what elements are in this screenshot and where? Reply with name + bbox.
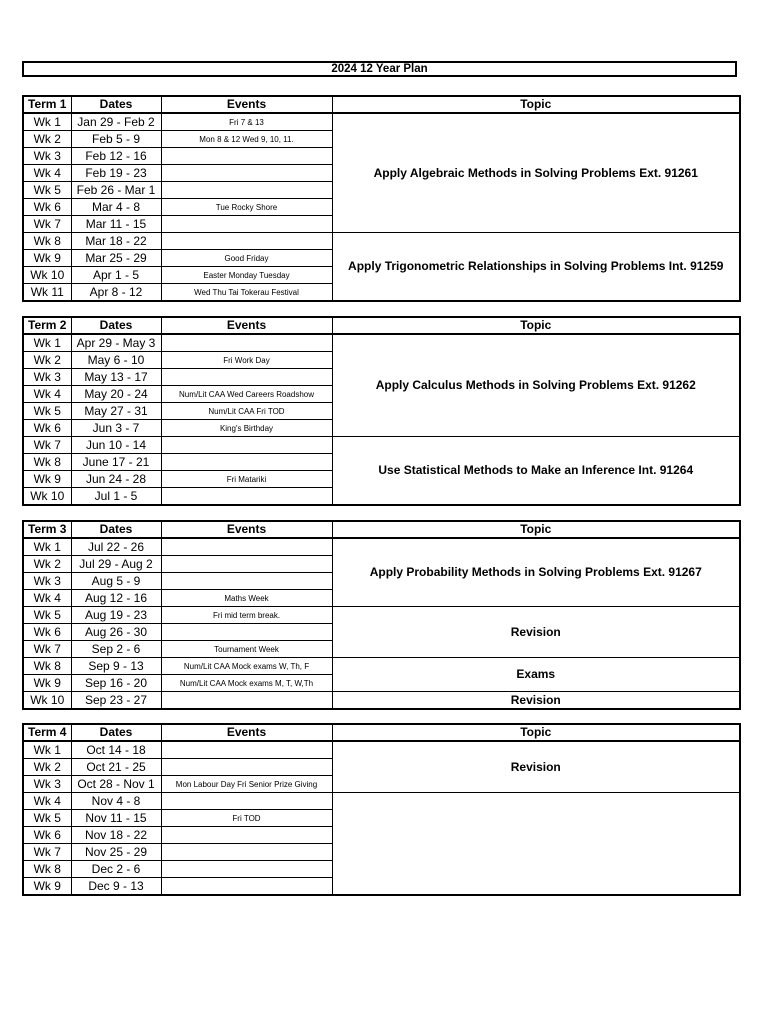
week-cell: Wk 2: [23, 556, 71, 573]
week-cell: Wk 4: [23, 165, 71, 182]
table-row: [23, 741, 740, 759]
dates-cell: Dec 2 - 6: [71, 861, 161, 878]
table-row: [23, 437, 740, 454]
table-row: [23, 334, 740, 352]
topic-cell: Revision: [332, 607, 740, 658]
week-cell: Wk 1: [23, 334, 71, 352]
events-cell: [161, 216, 332, 233]
events-cell: Mon 8 & 12 Wed 9, 10, 11.: [161, 131, 332, 148]
topic-header: Topic: [332, 317, 740, 334]
dates-cell: Sep 16 - 20: [71, 675, 161, 692]
dates-header: Dates: [71, 724, 161, 741]
dates-cell: Mar 4 - 8: [71, 199, 161, 216]
events-cell: Fri mid term break.: [161, 607, 332, 624]
dates-cell: Jun 10 - 14: [71, 437, 161, 454]
events-cell: [161, 759, 332, 776]
week-cell: Wk 5: [23, 607, 71, 624]
events-cell: [161, 793, 332, 810]
dates-cell: Aug 12 - 16: [71, 590, 161, 607]
dates-cell: Jul 29 - Aug 2: [71, 556, 161, 573]
dates-cell: Aug 26 - 30: [71, 624, 161, 641]
events-cell: Fri Work Day: [161, 352, 332, 369]
events-cell: [161, 573, 332, 590]
events-cell: [161, 827, 332, 844]
events-cell: Good Friday: [161, 250, 332, 267]
dates-cell: Apr 8 - 12: [71, 284, 161, 302]
table-row: [23, 658, 740, 675]
events-cell: Num/Lit CAA Mock exams M, T, W,Th: [161, 675, 332, 692]
events-cell: [161, 692, 332, 710]
week-cell: Wk 9: [23, 878, 71, 896]
week-cell: Wk 2: [23, 352, 71, 369]
events-cell: [161, 437, 332, 454]
dates-cell: Apr 29 - May 3: [71, 334, 161, 352]
week-cell: Wk 4: [23, 386, 71, 403]
events-cell: Num/Lit CAA Fri TOD: [161, 403, 332, 420]
events-header: Events: [161, 724, 332, 741]
dates-cell: Jul 1 - 5: [71, 488, 161, 506]
events-cell: Tue Rocky Shore: [161, 199, 332, 216]
topic-header: Topic: [332, 96, 740, 113]
dates-cell: Sep 2 - 6: [71, 641, 161, 658]
week-cell: Wk 7: [23, 641, 71, 658]
topic-cell: [332, 793, 740, 896]
events-cell: King's Birthday: [161, 420, 332, 437]
week-cell: Wk 6: [23, 199, 71, 216]
week-cell: Wk 7: [23, 437, 71, 454]
week-cell: Wk 11: [23, 284, 71, 302]
events-cell: Num/Lit CAA Wed Careers Roadshow: [161, 386, 332, 403]
dates-cell: Jun 24 - 28: [71, 471, 161, 488]
topic-cell: Use Statistical Methods to Make an Inference Int. 91264: [332, 437, 740, 506]
events-cell: [161, 844, 332, 861]
dates-cell: Apr 1 - 5: [71, 267, 161, 284]
dates-cell: Mar 11 - 15: [71, 216, 161, 233]
events-cell: [161, 741, 332, 759]
term-label: Term 2: [23, 317, 71, 334]
table-row: [23, 692, 740, 710]
events-cell: Fri Matariki: [161, 471, 332, 488]
events-cell: Easter Monday Tuesday: [161, 267, 332, 284]
term-label: Term 3: [23, 521, 71, 538]
events-cell: [161, 488, 332, 506]
term-label: Term 1: [23, 96, 71, 113]
dates-cell: Feb 19 - 23: [71, 165, 161, 182]
dates-cell: June 17 - 21: [71, 454, 161, 471]
week-cell: Wk 6: [23, 827, 71, 844]
week-cell: Wk 7: [23, 216, 71, 233]
dates-cell: Sep 23 - 27: [71, 692, 161, 710]
term-label: Term 4: [23, 724, 71, 741]
events-header: Events: [161, 317, 332, 334]
dates-cell: Nov 18 - 22: [71, 827, 161, 844]
week-cell: Wk 5: [23, 810, 71, 827]
topic-cell: Exams: [332, 658, 740, 692]
week-cell: Wk 7: [23, 844, 71, 861]
topic-cell: Revision: [332, 741, 740, 793]
events-cell: [161, 369, 332, 386]
plan-title: 2024 12 Year Plan: [22, 61, 737, 77]
header-row: [23, 317, 740, 334]
table-row: [23, 113, 740, 131]
topic-cell: Apply Calculus Methods in Solving Problems Ext. 91262: [332, 334, 740, 437]
topic-cell: Apply Algebraic Methods in Solving Problems Ext. 91261: [332, 113, 740, 233]
topic-cell: Apply Trigonometric Relationships in Solving Problems Int. 91259: [332, 233, 740, 302]
events-cell: Wed Thu Tai Tokerau Festival: [161, 284, 332, 302]
week-cell: Wk 10: [23, 267, 71, 284]
week-cell: Wk 1: [23, 741, 71, 759]
dates-cell: Aug 19 - 23: [71, 607, 161, 624]
dates-cell: Feb 12 - 16: [71, 148, 161, 165]
events-cell: Mon Labour Day Fri Senior Prize Giving: [161, 776, 332, 793]
term-table-4: [22, 723, 741, 896]
dates-header: Dates: [71, 317, 161, 334]
events-cell: Fri TOD: [161, 810, 332, 827]
header-row: [23, 96, 740, 113]
week-cell: Wk 1: [23, 113, 71, 131]
dates-header: Dates: [71, 96, 161, 113]
events-cell: [161, 334, 332, 352]
week-cell: Wk 3: [23, 573, 71, 590]
term-table-2: [22, 316, 741, 506]
week-cell: Wk 5: [23, 182, 71, 199]
events-cell: [161, 538, 332, 556]
week-cell: Wk 8: [23, 454, 71, 471]
dates-cell: Mar 18 - 22: [71, 233, 161, 250]
events-cell: [161, 148, 332, 165]
week-cell: Wk 9: [23, 471, 71, 488]
dates-cell: Nov 25 - 29: [71, 844, 161, 861]
table-row: [23, 538, 740, 556]
topic-cell: Apply Probability Methods in Solving Problems Ext. 91267: [332, 538, 740, 607]
week-cell: Wk 9: [23, 250, 71, 267]
week-cell: Wk 4: [23, 590, 71, 607]
week-cell: Wk 10: [23, 488, 71, 506]
week-cell: Wk 4: [23, 793, 71, 810]
dates-cell: Dec 9 - 13: [71, 878, 161, 896]
dates-cell: Oct 28 - Nov 1: [71, 776, 161, 793]
dates-cell: Mar 25 - 29: [71, 250, 161, 267]
week-cell: Wk 3: [23, 776, 71, 793]
events-cell: [161, 861, 332, 878]
topic-header: Topic: [332, 724, 740, 741]
events-cell: [161, 624, 332, 641]
dates-cell: May 13 - 17: [71, 369, 161, 386]
week-cell: Wk 8: [23, 861, 71, 878]
events-cell: Tournament Week: [161, 641, 332, 658]
table-row: [23, 793, 740, 810]
week-cell: Wk 6: [23, 624, 71, 641]
header-row: [23, 521, 740, 538]
dates-cell: Jun 3 - 7: [71, 420, 161, 437]
events-cell: [161, 878, 332, 896]
dates-cell: May 27 - 31: [71, 403, 161, 420]
week-cell: Wk 2: [23, 759, 71, 776]
events-cell: [161, 233, 332, 250]
term-table-3: [22, 520, 741, 710]
events-cell: Num/Lit CAA Mock exams W, Th, F: [161, 658, 332, 675]
week-cell: Wk 2: [23, 131, 71, 148]
header-row: [23, 724, 740, 741]
events-cell: Maths Week: [161, 590, 332, 607]
topic-header: Topic: [332, 521, 740, 538]
dates-cell: Nov 11 - 15: [71, 810, 161, 827]
dates-cell: Oct 14 - 18: [71, 741, 161, 759]
dates-cell: May 6 - 10: [71, 352, 161, 369]
week-cell: Wk 6: [23, 420, 71, 437]
events-header: Events: [161, 96, 332, 113]
dates-cell: Aug 5 - 9: [71, 573, 161, 590]
events-cell: [161, 454, 332, 471]
term-table-1: [22, 95, 741, 302]
events-header: Events: [161, 521, 332, 538]
dates-cell: Jan 29 - Feb 2: [71, 113, 161, 131]
dates-cell: Feb 5 - 9: [71, 131, 161, 148]
dates-cell: May 20 - 24: [71, 386, 161, 403]
table-row: [23, 607, 740, 624]
events-cell: [161, 556, 332, 573]
dates-cell: Feb 26 - Mar 1: [71, 182, 161, 199]
week-cell: Wk 5: [23, 403, 71, 420]
events-cell: [161, 182, 332, 199]
week-cell: Wk 3: [23, 369, 71, 386]
table-row: [23, 233, 740, 250]
events-cell: Fri 7 & 13: [161, 113, 332, 131]
week-cell: Wk 3: [23, 148, 71, 165]
dates-cell: Jul 22 - 26: [71, 538, 161, 556]
dates-cell: Nov 4 - 8: [71, 793, 161, 810]
topic-cell: Revision: [332, 692, 740, 710]
dates-header: Dates: [71, 521, 161, 538]
week-cell: Wk 9: [23, 675, 71, 692]
week-cell: Wk 8: [23, 233, 71, 250]
dates-cell: Oct 21 - 25: [71, 759, 161, 776]
events-cell: [161, 165, 332, 182]
week-cell: Wk 8: [23, 658, 71, 675]
week-cell: Wk 1: [23, 538, 71, 556]
week-cell: Wk 10: [23, 692, 71, 710]
dates-cell: Sep 9 - 13: [71, 658, 161, 675]
